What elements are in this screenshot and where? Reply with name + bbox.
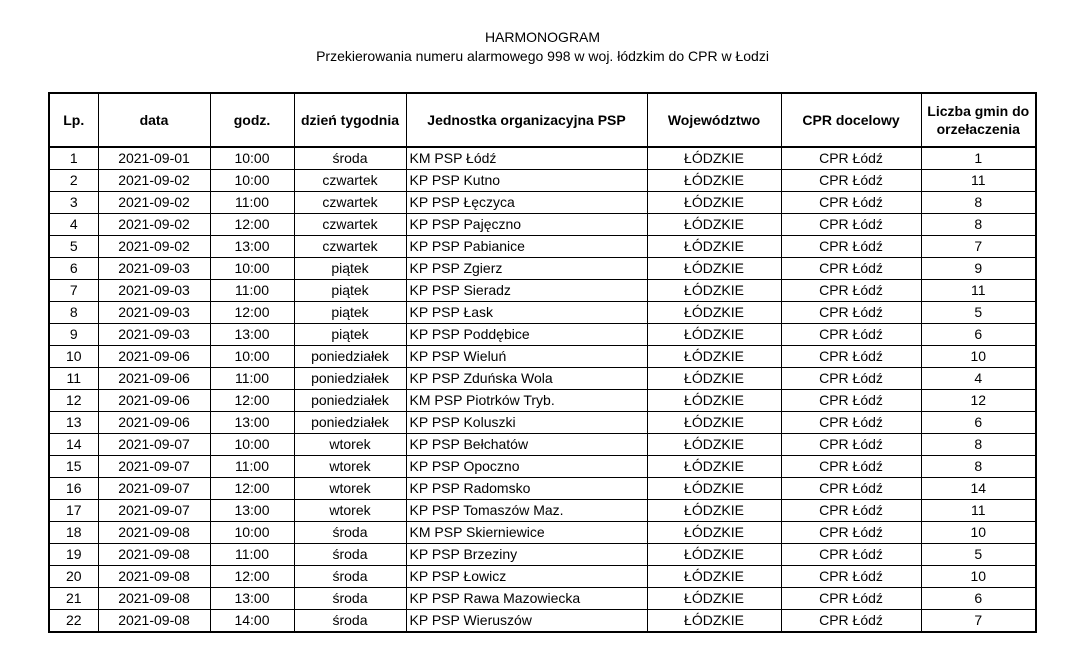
cell-date: 2021-09-03 — [98, 324, 210, 346]
cell-voivodeship: ŁÓDZKIE — [647, 346, 781, 368]
cell-voivodeship: ŁÓDZKIE — [647, 500, 781, 522]
cell-target-cpr: CPR Łódź — [781, 346, 921, 368]
table-row — [49, 544, 1036, 566]
cell-voivodeship: ŁÓDZKIE — [647, 214, 781, 236]
cell-weekday: poniedziałek — [294, 412, 406, 434]
cell-unit: KP PSP Bełchatów — [406, 434, 647, 456]
cell-municipality-count: 6 — [921, 412, 1036, 434]
cell-date: 2021-09-06 — [98, 368, 210, 390]
cell-date: 2021-09-08 — [98, 610, 210, 633]
table-row — [49, 236, 1036, 258]
cell-weekday: piątek — [294, 302, 406, 324]
cell-municipality-count: 8 — [921, 192, 1036, 214]
cell-date: 2021-09-06 — [98, 412, 210, 434]
cell-time: 12:00 — [210, 566, 294, 588]
cell-date: 2021-09-01 — [98, 147, 210, 170]
cell-target-cpr: CPR Łódź — [781, 478, 921, 500]
document-subtitle: Przekierowania numeru alarmowego 998 w woj. łódzkim do CPR w Łodzi — [316, 48, 769, 64]
table-row — [49, 478, 1036, 500]
header-municipality-count: Liczba gmin do orzełaczenia — [921, 93, 1036, 147]
cell-weekday: wtorek — [294, 456, 406, 478]
cell-target-cpr: CPR Łódź — [781, 368, 921, 390]
table-row — [49, 500, 1036, 522]
cell-target-cpr: CPR Łódź — [781, 610, 921, 633]
cell-time: 13:00 — [210, 324, 294, 346]
cell-municipality-count: 10 — [921, 346, 1036, 368]
cell-target-cpr: CPR Łódź — [781, 324, 921, 346]
table-row — [49, 368, 1036, 390]
header-unit: Jednostka organizacyjna PSP — [406, 93, 647, 147]
cell-time: 12:00 — [210, 390, 294, 412]
table-row — [49, 390, 1036, 412]
table-row — [49, 588, 1036, 610]
cell-time: 10:00 — [210, 170, 294, 192]
cell-time: 10:00 — [210, 258, 294, 280]
cell-target-cpr: CPR Łódź — [781, 147, 921, 170]
cell-target-cpr: CPR Łódź — [781, 170, 921, 192]
cell-weekday: wtorek — [294, 500, 406, 522]
table-row — [49, 192, 1036, 214]
cell-unit: KP PSP Poddębice — [406, 324, 647, 346]
cell-date: 2021-09-08 — [98, 522, 210, 544]
header-lp: Lp. — [49, 93, 98, 147]
table-row — [49, 456, 1036, 478]
cell-municipality-count: 12 — [921, 390, 1036, 412]
cell-municipality-count: 7 — [921, 236, 1036, 258]
cell-voivodeship: ŁÓDZKIE — [647, 258, 781, 280]
cell-weekday: poniedziałek — [294, 346, 406, 368]
cell-time: 13:00 — [210, 588, 294, 610]
table-row — [49, 434, 1036, 456]
cell-voivodeship: ŁÓDZKIE — [647, 236, 781, 258]
cell-voivodeship: ŁÓDZKIE — [647, 522, 781, 544]
cell-target-cpr: CPR Łódź — [781, 302, 921, 324]
cell-unit: KP PSP Pajęczno — [406, 214, 647, 236]
cell-lp: 14 — [49, 434, 98, 456]
cell-lp: 10 — [49, 346, 98, 368]
cell-lp: 12 — [49, 390, 98, 412]
cell-unit: KP PSP Rawa Mazowiecka — [406, 588, 647, 610]
cell-lp: 4 — [49, 214, 98, 236]
cell-time: 13:00 — [210, 500, 294, 522]
cell-voivodeship: ŁÓDZKIE — [647, 302, 781, 324]
cell-municipality-count: 14 — [921, 478, 1036, 500]
cell-weekday: piątek — [294, 280, 406, 302]
cell-time: 13:00 — [210, 236, 294, 258]
cell-weekday: czwartek — [294, 236, 406, 258]
cell-target-cpr: CPR Łódź — [781, 412, 921, 434]
cell-time: 10:00 — [210, 147, 294, 170]
cell-voivodeship: ŁÓDZKIE — [647, 280, 781, 302]
cell-date: 2021-09-08 — [98, 588, 210, 610]
cell-weekday: wtorek — [294, 478, 406, 500]
cell-weekday: środa — [294, 566, 406, 588]
cell-time: 11:00 — [210, 368, 294, 390]
cell-target-cpr: CPR Łódź — [781, 434, 921, 456]
cell-lp: 1 — [49, 147, 98, 170]
cell-time: 11:00 — [210, 192, 294, 214]
cell-voivodeship: ŁÓDZKIE — [647, 544, 781, 566]
cell-municipality-count: 7 — [921, 610, 1036, 633]
cell-weekday: czwartek — [294, 170, 406, 192]
cell-voivodeship: ŁÓDZKIE — [647, 478, 781, 500]
cell-municipality-count: 11 — [921, 280, 1036, 302]
cell-weekday: poniedziałek — [294, 390, 406, 412]
table-row — [49, 302, 1036, 324]
cell-unit: KP PSP Brzeziny — [406, 544, 647, 566]
cell-municipality-count: 8 — [921, 434, 1036, 456]
cell-date: 2021-09-02 — [98, 170, 210, 192]
cell-unit: KP PSP Sieradz — [406, 280, 647, 302]
schedule-table — [48, 92, 1037, 633]
cell-municipality-count: 1 — [921, 147, 1036, 170]
cell-lp: 7 — [49, 280, 98, 302]
cell-unit: KM PSP Skierniewice — [406, 522, 647, 544]
cell-date: 2021-09-02 — [98, 192, 210, 214]
cell-lp: 17 — [49, 500, 98, 522]
cell-date: 2021-09-07 — [98, 456, 210, 478]
cell-unit: KP PSP Łask — [406, 302, 647, 324]
cell-lp: 2 — [49, 170, 98, 192]
cell-unit: KP PSP Wieluń — [406, 346, 647, 368]
cell-lp: 22 — [49, 610, 98, 633]
cell-voivodeship: ŁÓDZKIE — [647, 368, 781, 390]
cell-weekday: środa — [294, 522, 406, 544]
document-title: HARMONOGRAM — [484, 29, 601, 45]
header-date: data — [98, 93, 210, 147]
cell-unit: KP PSP Radomsko — [406, 478, 647, 500]
cell-lp: 6 — [49, 258, 98, 280]
cell-time: 11:00 — [210, 280, 294, 302]
cell-lp: 21 — [49, 588, 98, 610]
cell-target-cpr: CPR Łódź — [781, 500, 921, 522]
cell-voivodeship: ŁÓDZKIE — [647, 324, 781, 346]
cell-date: 2021-09-08 — [98, 566, 210, 588]
cell-target-cpr: CPR Łódź — [781, 566, 921, 588]
cell-municipality-count: 11 — [921, 500, 1036, 522]
cell-time: 12:00 — [210, 302, 294, 324]
cell-date: 2021-09-03 — [98, 302, 210, 324]
cell-time: 12:00 — [210, 478, 294, 500]
cell-municipality-count: 10 — [921, 522, 1036, 544]
cell-date: 2021-09-03 — [98, 280, 210, 302]
cell-unit: KP PSP Kutno — [406, 170, 647, 192]
cell-time: 11:00 — [210, 456, 294, 478]
header-time: godz. — [210, 93, 294, 147]
cell-municipality-count: 9 — [921, 258, 1036, 280]
cell-lp: 9 — [49, 324, 98, 346]
cell-voivodeship: ŁÓDZKIE — [647, 610, 781, 633]
cell-unit: KP PSP Wieruszów — [406, 610, 647, 633]
cell-weekday: wtorek — [294, 434, 406, 456]
cell-municipality-count: 5 — [921, 302, 1036, 324]
cell-voivodeship: ŁÓDZKIE — [647, 147, 781, 170]
table-row — [49, 280, 1036, 302]
cell-date: 2021-09-07 — [98, 434, 210, 456]
cell-weekday: środa — [294, 147, 406, 170]
cell-target-cpr: CPR Łódź — [781, 192, 921, 214]
table-row — [49, 566, 1036, 588]
cell-date: 2021-09-08 — [98, 544, 210, 566]
cell-lp: 3 — [49, 192, 98, 214]
cell-voivodeship: ŁÓDZKIE — [647, 588, 781, 610]
cell-time: 11:00 — [210, 544, 294, 566]
table-row — [49, 346, 1036, 368]
table-row — [49, 412, 1036, 434]
cell-unit: KP PSP Koluszki — [406, 412, 647, 434]
cell-time: 10:00 — [210, 434, 294, 456]
cell-weekday: czwartek — [294, 214, 406, 236]
table-row — [49, 214, 1036, 236]
table-row — [49, 610, 1036, 633]
cell-voivodeship: ŁÓDZKIE — [647, 390, 781, 412]
cell-unit: KP PSP Opoczno — [406, 456, 647, 478]
cell-date: 2021-09-02 — [98, 214, 210, 236]
cell-target-cpr: CPR Łódź — [781, 390, 921, 412]
cell-time: 14:00 — [210, 610, 294, 633]
cell-voivodeship: ŁÓDZKIE — [647, 434, 781, 456]
cell-voivodeship: ŁÓDZKIE — [647, 566, 781, 588]
cell-lp: 16 — [49, 478, 98, 500]
cell-unit: KM PSP Łódź — [406, 147, 647, 170]
cell-time: 12:00 — [210, 214, 294, 236]
cell-target-cpr: CPR Łódź — [781, 588, 921, 610]
table-row — [49, 324, 1036, 346]
cell-target-cpr: CPR Łódź — [781, 214, 921, 236]
cell-unit: KP PSP Zgierz — [406, 258, 647, 280]
header-row — [49, 93, 1036, 147]
cell-time: 10:00 — [210, 522, 294, 544]
cell-target-cpr: CPR Łódź — [781, 456, 921, 478]
cell-date: 2021-09-02 — [98, 236, 210, 258]
cell-lp: 18 — [49, 522, 98, 544]
cell-lp: 15 — [49, 456, 98, 478]
cell-target-cpr: CPR Łódź — [781, 522, 921, 544]
cell-weekday: piątek — [294, 324, 406, 346]
header-voivodeship: Województwo — [647, 93, 781, 147]
cell-municipality-count: 11 — [921, 170, 1036, 192]
cell-unit: KP PSP Pabianice — [406, 236, 647, 258]
cell-target-cpr: CPR Łódź — [781, 236, 921, 258]
cell-date: 2021-09-06 — [98, 390, 210, 412]
cell-municipality-count: 8 — [921, 214, 1036, 236]
cell-unit: KM PSP Piotrków Tryb. — [406, 390, 647, 412]
cell-date: 2021-09-06 — [98, 346, 210, 368]
header-weekday: dzień tygodnia — [294, 93, 406, 147]
cell-unit: KP PSP Łęczyca — [406, 192, 647, 214]
cell-time: 10:00 — [210, 346, 294, 368]
cell-weekday: środa — [294, 544, 406, 566]
cell-weekday: środa — [294, 610, 406, 633]
cell-unit: KP PSP Łowicz — [406, 566, 647, 588]
cell-municipality-count: 5 — [921, 544, 1036, 566]
cell-date: 2021-09-03 — [98, 258, 210, 280]
cell-target-cpr: CPR Łódź — [781, 280, 921, 302]
cell-municipality-count: 6 — [921, 588, 1036, 610]
cell-date: 2021-09-07 — [98, 478, 210, 500]
cell-lp: 11 — [49, 368, 98, 390]
cell-weekday: piątek — [294, 258, 406, 280]
cell-unit: KP PSP Tomaszów Maz. — [406, 500, 647, 522]
cell-lp: 8 — [49, 302, 98, 324]
table-row — [49, 147, 1036, 170]
cell-municipality-count: 8 — [921, 456, 1036, 478]
table-row — [49, 170, 1036, 192]
cell-municipality-count: 6 — [921, 324, 1036, 346]
cell-voivodeship: ŁÓDZKIE — [647, 192, 781, 214]
table-row — [49, 258, 1036, 280]
cell-unit: KP PSP Zduńska Wola — [406, 368, 647, 390]
cell-voivodeship: ŁÓDZKIE — [647, 456, 781, 478]
table-row — [49, 522, 1036, 544]
cell-lp: 20 — [49, 566, 98, 588]
cell-lp: 5 — [49, 236, 98, 258]
cell-date: 2021-09-07 — [98, 500, 210, 522]
cell-target-cpr: CPR Łódź — [781, 258, 921, 280]
cell-weekday: środa — [294, 588, 406, 610]
cell-target-cpr: CPR Łódź — [781, 544, 921, 566]
cell-lp: 19 — [49, 544, 98, 566]
header-target-cpr: CPR docelowy — [781, 93, 921, 147]
cell-weekday: poniedziałek — [294, 368, 406, 390]
cell-weekday: czwartek — [294, 192, 406, 214]
cell-municipality-count: 4 — [921, 368, 1036, 390]
cell-time: 13:00 — [210, 412, 294, 434]
cell-voivodeship: ŁÓDZKIE — [647, 170, 781, 192]
cell-municipality-count: 10 — [921, 566, 1036, 588]
cell-voivodeship: ŁÓDZKIE — [647, 412, 781, 434]
cell-lp: 13 — [49, 412, 98, 434]
